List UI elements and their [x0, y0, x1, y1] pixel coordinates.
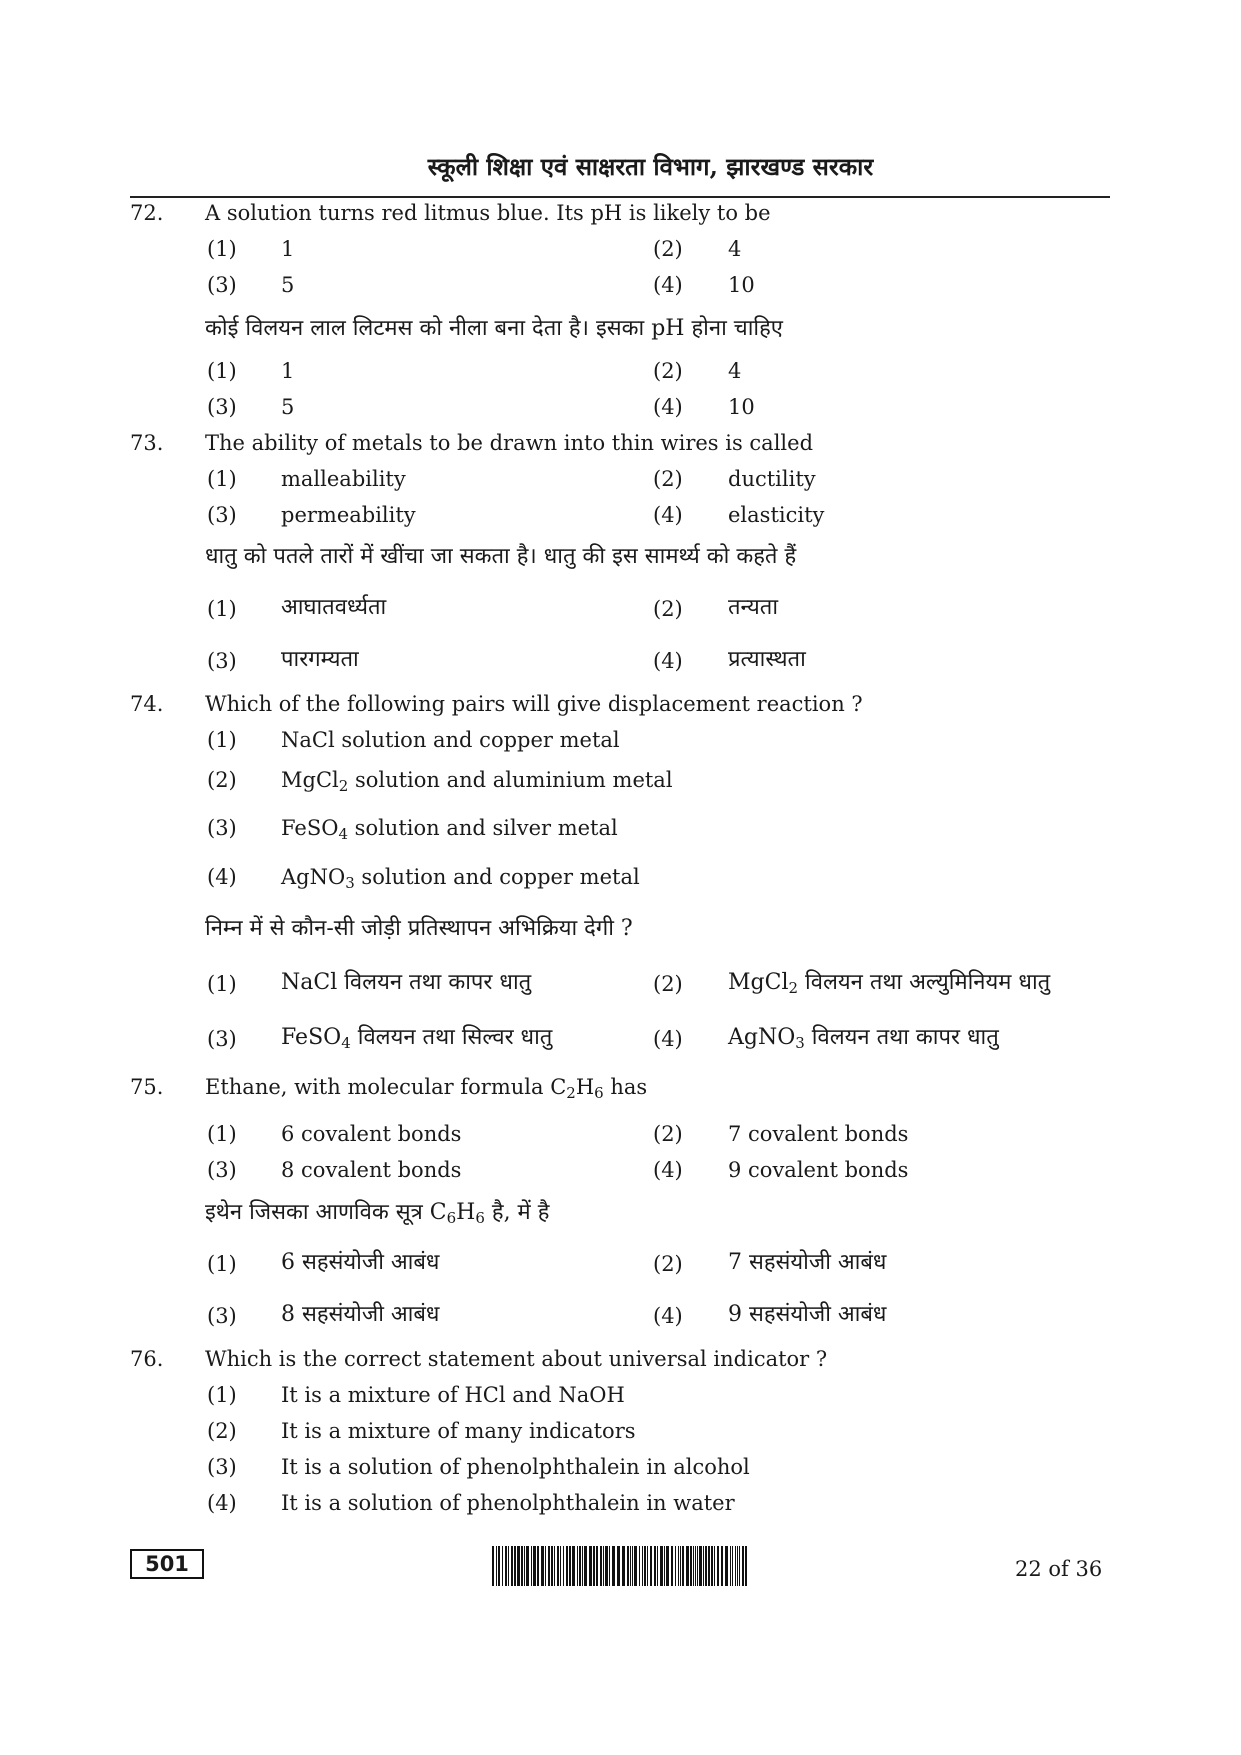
barcode-bar [697, 1546, 698, 1586]
option-text: It is a mixture of many indicators [281, 1419, 636, 1443]
barcode-bar [632, 1546, 633, 1586]
barcode-bar [612, 1546, 615, 1586]
option-text: 1 [281, 359, 295, 383]
option-number: (2) [653, 467, 683, 491]
subscript: 2 [566, 1084, 576, 1102]
option-text: It is a solution of phenolphthalein in alcohol [281, 1455, 750, 1479]
option-text: 5 [281, 273, 295, 297]
barcode-bar [639, 1546, 640, 1586]
formula: C [550, 1075, 567, 1099]
barcode-bar [650, 1546, 652, 1586]
option-text: 1 [281, 237, 295, 261]
question-stem-en [205, 1075, 648, 1102]
header-rule [130, 196, 1110, 198]
barcode-bar [705, 1546, 707, 1586]
barcode-bar [657, 1546, 658, 1586]
barcode-bar [492, 1546, 494, 1586]
option-number: (2) [653, 972, 683, 996]
barcode-bar [541, 1546, 544, 1586]
option-text: elasticity [728, 503, 825, 527]
barcode-bar [569, 1546, 571, 1586]
barcode-bar [609, 1546, 610, 1586]
barcode-bar [600, 1546, 602, 1586]
barcode-bar [737, 1546, 738, 1586]
option-text: It is a solution of phenolphthalein in water [281, 1491, 735, 1515]
option-number: (3) [207, 1455, 237, 1479]
option-text: malleability [281, 467, 406, 491]
option-text: 7 covalent bonds [728, 1122, 909, 1146]
option-text: 7 सहसंयोजी आबंध [728, 1250, 887, 1275]
barcode-bar [647, 1546, 648, 1586]
barcode-bar [699, 1546, 702, 1586]
option-number: (4) [653, 1304, 683, 1328]
option-number: (4) [653, 1158, 683, 1182]
option-text [728, 970, 1051, 997]
barcode-bar [582, 1546, 583, 1586]
question-number: 74. [130, 692, 164, 716]
barcode-bar [596, 1546, 598, 1586]
option-number: (1) [207, 237, 237, 261]
option-number: (3) [207, 395, 237, 419]
formula: MgCl [728, 970, 789, 995]
option-number: (1) [207, 597, 237, 621]
barcode-bar [511, 1546, 513, 1586]
question-number: 76. [130, 1347, 164, 1371]
barcode-bar [742, 1546, 744, 1586]
option-text [281, 768, 673, 795]
question-stem-hi: निम्न में से कौन-सी जोड़ी प्रतिस्थापन अभिक्रिया देगी ? [205, 916, 633, 941]
barcode-bar [739, 1546, 740, 1586]
option-text [728, 1025, 999, 1052]
barcode-bar [703, 1546, 704, 1586]
stem-text: Ethane, with molecular formula [205, 1075, 551, 1099]
stem-text: होना चाहिए [684, 316, 783, 341]
option-number: (4) [653, 395, 683, 419]
option-text: It is a mixture of HCl and NaOH [281, 1383, 625, 1407]
barcode-bar [496, 1546, 497, 1586]
option-text: 6 covalent bonds [281, 1122, 462, 1146]
option-rest: solution and silver metal [348, 816, 618, 840]
barcode-bar [708, 1546, 710, 1586]
question-number: 72. [130, 201, 164, 225]
barcode-bar [533, 1546, 536, 1586]
barcode-bar [680, 1546, 681, 1586]
formula: H [456, 1200, 476, 1225]
option-text: 4 [728, 359, 742, 383]
option-number: (3) [207, 1027, 237, 1051]
subscript: 6 [446, 1209, 457, 1227]
option-text: 8 covalent bonds [281, 1158, 462, 1182]
barcode-bar [579, 1546, 581, 1586]
option-text: प्रत्यास्थता [728, 647, 806, 672]
barcode-bar [548, 1546, 550, 1586]
barcode-bar [537, 1546, 539, 1586]
barcode-bar [622, 1546, 625, 1586]
option-number: (3) [207, 503, 237, 527]
stem-text: has [603, 1075, 648, 1099]
barcode-bar [730, 1546, 731, 1586]
barcode-bar [572, 1546, 575, 1586]
subscript: 6 [475, 1209, 485, 1227]
option-text: आघातवर्ध्यता [281, 595, 387, 620]
subscript: 4 [341, 1034, 351, 1052]
subscript: 3 [795, 1034, 805, 1052]
formula: C [429, 1200, 447, 1225]
option-number: (2) [653, 1252, 683, 1276]
barcode-bar [717, 1546, 719, 1586]
subscript: 2 [338, 777, 349, 795]
subscript: 3 [345, 874, 355, 892]
barcode-bar [566, 1546, 568, 1586]
barcode-bar [630, 1546, 631, 1586]
option-text [281, 865, 640, 892]
stem-text: है, में है [484, 1200, 550, 1225]
option-text: 4 [728, 237, 742, 261]
barcode-bar [560, 1546, 561, 1586]
option-number: (3) [207, 1158, 237, 1182]
option-number: (4) [207, 865, 237, 889]
question-number: 75. [130, 1075, 164, 1099]
question-number: 73. [130, 431, 164, 455]
option-number: (2) [207, 1419, 237, 1443]
barcode-bar [690, 1546, 692, 1586]
barcode-bar [517, 1546, 520, 1586]
option-rest: विलयन तथा अल्युमिनियम धातु [798, 970, 1051, 995]
option-number: (1) [207, 359, 237, 383]
barcode-bar [605, 1546, 608, 1586]
option-number: (4) [653, 649, 683, 673]
barcode-bar [577, 1546, 578, 1586]
barcode-bar [711, 1546, 713, 1586]
barcode-bar [654, 1546, 656, 1586]
barcode-bar [603, 1546, 604, 1586]
barcode-bar [664, 1546, 665, 1586]
stem-text: कोई विलयन लाल लिटमस को नीला बना देता है। इसका [205, 316, 652, 341]
formula: AgNO [281, 865, 346, 889]
formula: FeSO [281, 816, 339, 840]
barcode-bar [589, 1546, 592, 1586]
option-text: permeability [281, 503, 416, 527]
option-number: (2) [653, 237, 683, 261]
stem-text: इथेन जिसका आणविक सूत्र [205, 1200, 430, 1225]
barcode-bar [502, 1546, 503, 1586]
barcode-bar [557, 1546, 559, 1586]
barcode-bar [508, 1546, 509, 1586]
option-number: (4) [653, 503, 683, 527]
option-number: (1) [207, 972, 237, 996]
barcode-bar [642, 1546, 643, 1586]
barcode-bar [693, 1546, 694, 1586]
page-header: स्कूली शिक्षा एवं साक्षरता विभाग, झारखण्ड सरकार [427, 152, 874, 181]
barcode-bar [524, 1546, 525, 1586]
barcode-bar [531, 1546, 532, 1586]
option-text: पारगम्यता [281, 647, 359, 672]
option-number: (3) [207, 649, 237, 673]
ph-term: pH [651, 316, 685, 341]
question-stem-en: The ability of metals to be drawn into thin wires is called [205, 431, 814, 455]
option-rest: solution and aluminium metal [348, 768, 673, 792]
question-stem-en: Which is the correct statement about universal indicator ? [205, 1347, 828, 1371]
option-number: (4) [653, 1027, 683, 1051]
barcode-bar [514, 1546, 516, 1586]
option-text: ductility [728, 467, 816, 491]
booklet-code: 501 [130, 1549, 204, 1579]
option-text: 9 covalent bonds [728, 1158, 909, 1182]
barcode-bar [644, 1546, 646, 1586]
barcode-bar [732, 1546, 733, 1586]
formula: MgCl [281, 768, 339, 792]
subscript: 6 [594, 1084, 604, 1102]
barcode-bar [521, 1546, 523, 1586]
question-stem-en: A solution turns red litmus blue. Its pH is likely to be [205, 201, 771, 225]
option-text: 10 [728, 395, 755, 419]
formula: H [575, 1075, 595, 1099]
barcode-bar [593, 1546, 595, 1586]
question-stem-hi [205, 318, 783, 340]
question-stem-hi [205, 1200, 550, 1227]
barcode-bar [617, 1546, 620, 1586]
option-number: (3) [207, 273, 237, 297]
barcode-bar [721, 1546, 723, 1586]
question-stem-hi: धातु को पतले तारों में खींचा जा सकता है। धातु की इस सामर्थ्य को कहते हैं [205, 544, 797, 569]
barcode-bar [735, 1546, 736, 1586]
option-text: 6 सहसंयोजी आबंध [281, 1250, 440, 1275]
option-number: (2) [207, 768, 237, 792]
subscript: 2 [788, 979, 799, 997]
option-number: (1) [207, 728, 237, 752]
barcode-bar [563, 1546, 564, 1586]
option-rest: विलयन तथा सिल्वर धातु [350, 1025, 553, 1050]
option-number: (4) [207, 1491, 237, 1515]
barcode-bar [678, 1546, 679, 1586]
option-text [281, 1025, 553, 1052]
option-rest: solution and copper metal [354, 865, 640, 889]
formula: AgNO [728, 1025, 796, 1050]
option-text: 5 [281, 395, 295, 419]
barcode-icon [492, 1546, 750, 1586]
page-number: 22 of 36 [1015, 1557, 1103, 1581]
barcode-bar [634, 1546, 637, 1586]
barcode-bar [675, 1546, 676, 1586]
barcode-bar [745, 1546, 747, 1586]
barcode-bar [660, 1546, 663, 1586]
barcode-bar [666, 1546, 669, 1586]
option-number: (2) [653, 1122, 683, 1146]
barcode-bar [554, 1546, 555, 1586]
barcode-bar [682, 1546, 684, 1586]
option-number: (2) [653, 597, 683, 621]
barcode-bar [627, 1546, 629, 1586]
barcode-bar [551, 1546, 553, 1586]
formula: FeSO [281, 1025, 342, 1050]
option-text: NaCl solution and copper metal [281, 728, 620, 752]
barcode-bar [671, 1546, 673, 1586]
option-number: (1) [207, 1383, 237, 1407]
option-text: 8 सहसंयोजी आबंध [281, 1302, 440, 1327]
barcode-bar [498, 1546, 500, 1586]
barcode-bar [526, 1546, 529, 1586]
option-text [281, 816, 618, 843]
option-text: 9 सहसंयोजी आबंध [728, 1302, 887, 1327]
barcode-bar [505, 1546, 507, 1586]
barcode-bar [725, 1546, 728, 1586]
option-number: (2) [653, 359, 683, 383]
option-number: (3) [207, 1304, 237, 1328]
option-text: 10 [728, 273, 755, 297]
barcode-bar [695, 1546, 696, 1586]
barcode-bar [584, 1546, 587, 1586]
option-rest: विलयन तथा कापर धातु [804, 1025, 999, 1050]
option-number: (1) [207, 1122, 237, 1146]
subscript: 4 [338, 825, 348, 843]
barcode-bar [714, 1546, 715, 1586]
option-number: (3) [207, 816, 237, 840]
barcode-bar [545, 1546, 546, 1586]
option-text: तन्यता [728, 595, 779, 620]
question-stem-en: Which of the following pairs will give displacement reaction ? [205, 692, 863, 716]
option-number: (1) [207, 467, 237, 491]
barcode-bar [686, 1546, 689, 1586]
option-number: (1) [207, 1252, 237, 1276]
option-number: (4) [653, 273, 683, 297]
option-text: NaCl विलयन तथा कापर धातु [281, 970, 532, 995]
